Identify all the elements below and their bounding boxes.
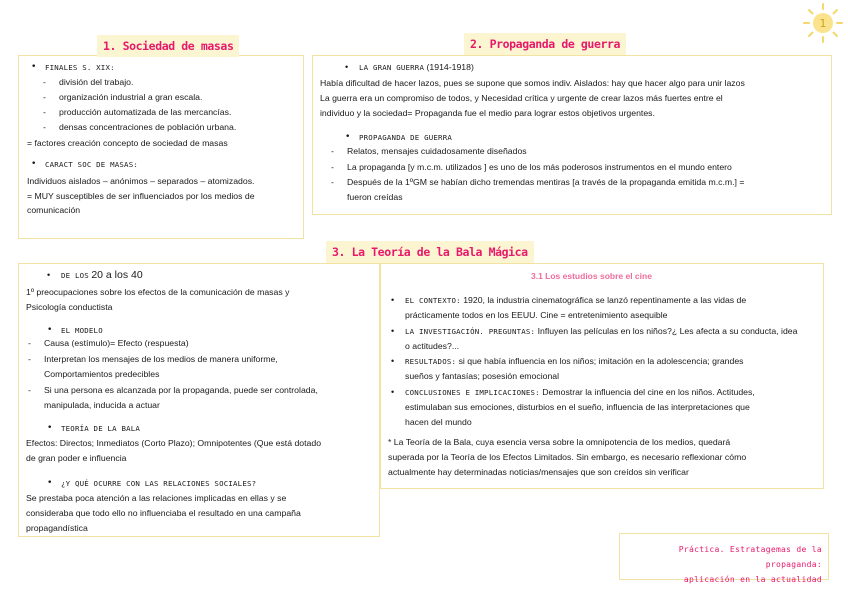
list-item: - densas concentraciones de población urbana. xyxy=(59,120,236,135)
bullet-teoria-bala: • TEORÍA DE LA BALA xyxy=(61,421,140,436)
efectos-line: Efectos: Directos; Inmediatos (Corto Plazo); Omnipotentes (Que está dotado xyxy=(26,438,322,448)
intro-line: Psicología conductista xyxy=(26,302,113,312)
bullet-finales: • FINALES S. XIX: xyxy=(45,60,115,75)
practice-line: aplicación en la actualidad xyxy=(683,575,822,584)
contexto-label: EL CONTEXTO: xyxy=(405,296,461,305)
conclusiones-cont: hacen del mundo xyxy=(405,417,472,427)
resultados-text: si que había influencia en los niños; imitación en la adolescencia; grandes xyxy=(458,356,744,366)
note-line: actualmente hay determinadas noticias/mensajes que son creídos sin verificar xyxy=(388,467,689,477)
gran-guerra-label: LA GRAN GUERRA xyxy=(359,63,425,72)
conclusiones-text: Demostrar la influencia del cine en los niños. Actitudes, xyxy=(542,387,755,397)
efectos-line: de gran poder e influencia xyxy=(26,453,127,463)
investigacion-label: LA INVESTIGACIÓN. PREGUNTAS: xyxy=(405,327,536,336)
paragraph-line: La guerra era un compromiso de todos, y Necesidad crítica y urgente de crear lazos más fuertes entre el xyxy=(320,93,723,103)
bullet-relaciones: • ¿Y QUÉ OCURRE CON LAS RELACIONES SOCIALES? xyxy=(61,476,256,491)
section-propaganda-de-guerra xyxy=(312,55,832,215)
gran-guerra-dates: (1914-1918) xyxy=(426,62,474,72)
list-item: - La propaganda [y m.c.m. utilizados ] es uno de los más poderosos instrumentos en el mundo entero xyxy=(347,160,732,175)
resultados-label: RESULTADOS: xyxy=(405,357,457,366)
list-item-cont: manipulada, inducida a actuar xyxy=(44,400,160,410)
relaciones-line: consideraba que todo ello no influenciaba el resultado en una campaña xyxy=(26,508,301,518)
caract-line: = MUY susceptibles de ser influenciados por los medios de xyxy=(27,191,255,201)
contexto-text: 1920, la industria cinematográfica se lanzó repentinamente a las vidas de xyxy=(463,295,747,305)
section-title: 1. Sociedad de masas xyxy=(97,35,239,57)
conclusiones-label: CONCLUSIONES E IMPLICACIONES: xyxy=(405,388,540,397)
bullet-resultados xyxy=(405,354,744,369)
bullet-de-los xyxy=(61,268,143,283)
list-item: - Interpretan los mensajes de los medios de manera uniforme, xyxy=(44,352,278,367)
resultados-cont: sueños y fantasías; posesión emocional xyxy=(405,371,560,381)
investigacion-text: Influyen las películas en los niños?¿ Les afecta a su conducta, idea xyxy=(537,326,798,336)
list-item: - Si una persona es alcanzada por la propaganda, puede ser controlada, xyxy=(44,383,318,398)
practice-line: Práctica. Estratagemas de la propaganda: xyxy=(678,545,822,569)
sun-icon xyxy=(800,2,846,44)
list-item: - organización industrial a gran escala. xyxy=(59,90,202,105)
caract-line: comunicación xyxy=(27,205,81,215)
list-item: - Causa (estímulo)= Efecto (respuesta) xyxy=(44,336,189,351)
list-item: - producción automatizada de las mercancías. xyxy=(59,105,231,120)
list-item: - división del trabajo. xyxy=(59,75,133,90)
relaciones-line: Se prestaba poca atención a las relaciones implicadas en ellas y se xyxy=(26,493,287,503)
bullet-caract: • CARACT SOC DE MASAS: xyxy=(45,157,138,172)
conclusiones-cont: estimulaban sus emociones, disturbios en el sueño, influencia de las interpretaciones que xyxy=(405,402,750,412)
bullet-propaganda: • PROPAGANDA DE GUERRA xyxy=(359,130,452,145)
paragraph-line: individuo y la sociedad= Propaganda fue el medio para lograr estos objetivos urgentes. xyxy=(320,108,655,118)
subsection-title: 3.1 Los estudios sobre el cine xyxy=(531,271,652,281)
factores-text: = factores creación concepto de sociedad de masas xyxy=(27,138,228,148)
note-line: superada por la Teoría de los Efectos Limitados. Sin embargo, es necesario reflexionar cómo xyxy=(388,452,747,462)
bullet-modelo: • EL MODELO xyxy=(61,323,103,338)
section-title: 2. Propaganda de guerra xyxy=(464,33,626,55)
relaciones-line: propagandística xyxy=(26,523,88,533)
bullet-gran-guerra xyxy=(359,60,474,75)
section-sociedad-de-masas xyxy=(18,55,304,239)
note-line: * La Teoría de la Bala, cuya esencia versa sobre la omnipotencia de los medios, quedará xyxy=(388,437,731,447)
paragraph-line: Había dificultad de hacer lazos, pues se supone que somos indiv. Aislados: hay que hacer algo para unir lazos xyxy=(320,78,745,88)
caract-line: Individuos aislados – anónimos – separados – atomizados. xyxy=(27,176,255,186)
de-los-value: 20 a los 40 xyxy=(91,269,143,281)
list-item-cont: fueron creídas xyxy=(347,192,403,202)
contexto-cont: prácticamente todos en los EEUU. Cine = entretenimiento asequible xyxy=(405,310,668,320)
list-item: - Después de la 1ºGM se habían dicho tremendas mentiras [a través de la propaganda emitida m.c.m.] = xyxy=(347,175,744,190)
section-estudios-cine xyxy=(380,263,824,489)
practice-box xyxy=(619,533,829,584)
section-bala-magica xyxy=(18,263,380,537)
bullet-contexto xyxy=(405,293,746,308)
bullet-investigacion xyxy=(405,324,797,339)
de-los-label: DE LOS xyxy=(61,271,89,280)
intro-line: 1º preocupaciones sobre los efectos de la comunicación de masas y xyxy=(26,287,290,297)
list-item-cont: Comportamientos predecibles xyxy=(44,369,160,379)
list-item: - Relatos, mensajes cuidadosamente diseñados xyxy=(347,144,527,159)
section-title: 3. La Teoría de la Bala Mágica xyxy=(326,241,534,263)
investigacion-cont: o actitudes?... xyxy=(405,341,460,351)
page-number: 1 xyxy=(819,17,827,30)
bullet-conclusiones xyxy=(405,385,755,400)
